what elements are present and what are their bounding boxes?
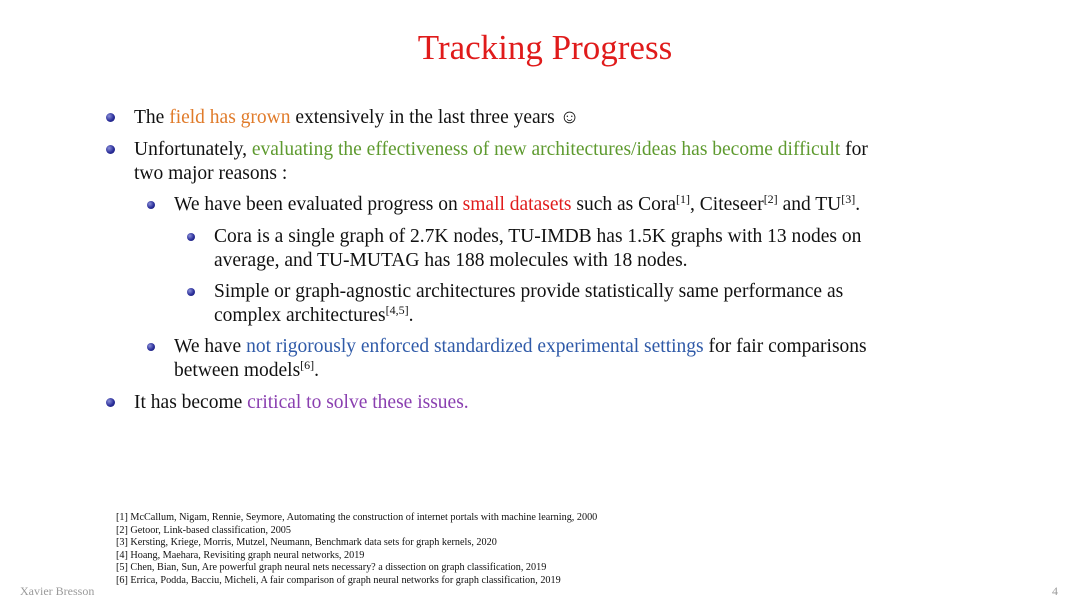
bullet-2: [134, 138, 868, 162]
bullet-2a2: [214, 280, 843, 304]
bullet-2-pre: Unfortunately,: [134, 139, 252, 160]
bullet-2a1-line2-text: average, and TU-MUTAG has 188 molecules with 18 nodes.: [214, 250, 688, 271]
bullet-2a2-line1: Simple or graph-agnostic architectures provide statistically same performance as: [214, 281, 844, 302]
bullet-2a: [174, 193, 860, 217]
bullet-2a2-line2-post: .: [408, 305, 414, 326]
bullet-dot-icon: [106, 113, 115, 122]
bullet-2a-highlight: small datasets: [462, 194, 572, 215]
bullet-2a2-line2-pre: complex architectures: [214, 305, 386, 326]
ref-1-marker: [1]: [676, 192, 691, 206]
bullet-dot-icon: [147, 201, 155, 209]
reference-item: [3] Kersting, Kriege, Morris, Mutzel, Neumann, Benchmark data sets for graph kernels, 2020: [116, 537, 497, 549]
bullet-2b-line2: [174, 359, 319, 383]
bullet-2a-pre: We have been evaluated progress on: [174, 194, 463, 215]
bullet-2a-post: .: [855, 194, 861, 215]
ref-6-marker: [6]: [300, 358, 315, 372]
reference-item: [1] McCallum, Nigam, Rennie, Seymore, Automating the construction of internet portals with machine learning, 2000: [116, 512, 598, 523]
bullet-2a-mid1: such as Cora: [571, 194, 677, 215]
bullet-dot-icon: [187, 233, 195, 241]
bullet-dot-icon: [106, 145, 115, 154]
ref-4-5-marker: [4,5]: [385, 303, 409, 317]
reference-item: [2] Getoor, Link-based classification, 2005: [116, 524, 291, 536]
bullet-2a-mid3: and TU: [777, 194, 842, 215]
bullet-2-highlight: evaluating the effectiveness of new architectures/ideas has become difficult: [251, 139, 841, 160]
bullet-1-post: extensively in the last three years ☺: [290, 107, 580, 128]
bullet-2b-pre: We have: [174, 336, 247, 357]
bullet-2a1: [214, 225, 861, 249]
bullet-2b-post: for fair comparisons: [703, 336, 867, 357]
bullet-dot-icon: [147, 343, 155, 351]
bullet-dot-icon: [106, 398, 115, 407]
ref-2-marker: [2]: [763, 192, 778, 206]
footer-author: Xavier Bresson: [20, 584, 95, 598]
reference-item: [5] Chen, Bian, Sun, Are powerful graph neural nets necessary? a dissection on graph classification, 2019: [116, 562, 547, 574]
references: [116, 512, 597, 588]
bullet-2-post: for: [840, 139, 868, 160]
bullet-2b: [174, 335, 867, 359]
page-number: 4: [1052, 584, 1058, 598]
bullet-2b-line2-pre: between models: [174, 360, 301, 381]
bullet-2a-mid2: , Citeseer: [690, 194, 764, 215]
bullet-3: [134, 391, 469, 415]
bullet-2-line2: [134, 162, 287, 186]
bullet-1-pre: The: [134, 107, 170, 128]
ref-3-marker: [3]: [841, 192, 856, 206]
bullet-1: [134, 106, 580, 130]
bullet-2a1-line1: Cora is a single graph of 2.7K nodes, TU-IMDB has 1.5K graphs with 13 nodes on: [214, 226, 862, 247]
bullet-1-highlight: field has grown: [169, 107, 291, 128]
bullet-2a1-line2: [214, 249, 688, 273]
bullet-dot-icon: [187, 288, 195, 296]
bullet-2-line2-text: two major reasons :: [134, 163, 288, 184]
bullet-3-pre: It has become: [134, 392, 248, 413]
bullet-2b-line2-post: .: [314, 360, 320, 381]
slide-title: Tracking Progress: [417, 28, 673, 67]
bullet-3-highlight: critical to solve these issues.: [247, 392, 469, 413]
bullet-2a2-line2: [214, 304, 414, 328]
reference-item: [6] Errica, Podda, Bacciu, Micheli, A fair comparison of graph neural networks for graph classification, 2019: [116, 574, 561, 586]
reference-item: [4] Hoang, Maehara, Revisiting graph neural networks, 2019: [116, 549, 365, 561]
bullet-2b-highlight: not rigorously enforced standardized experimental settings: [246, 336, 704, 357]
